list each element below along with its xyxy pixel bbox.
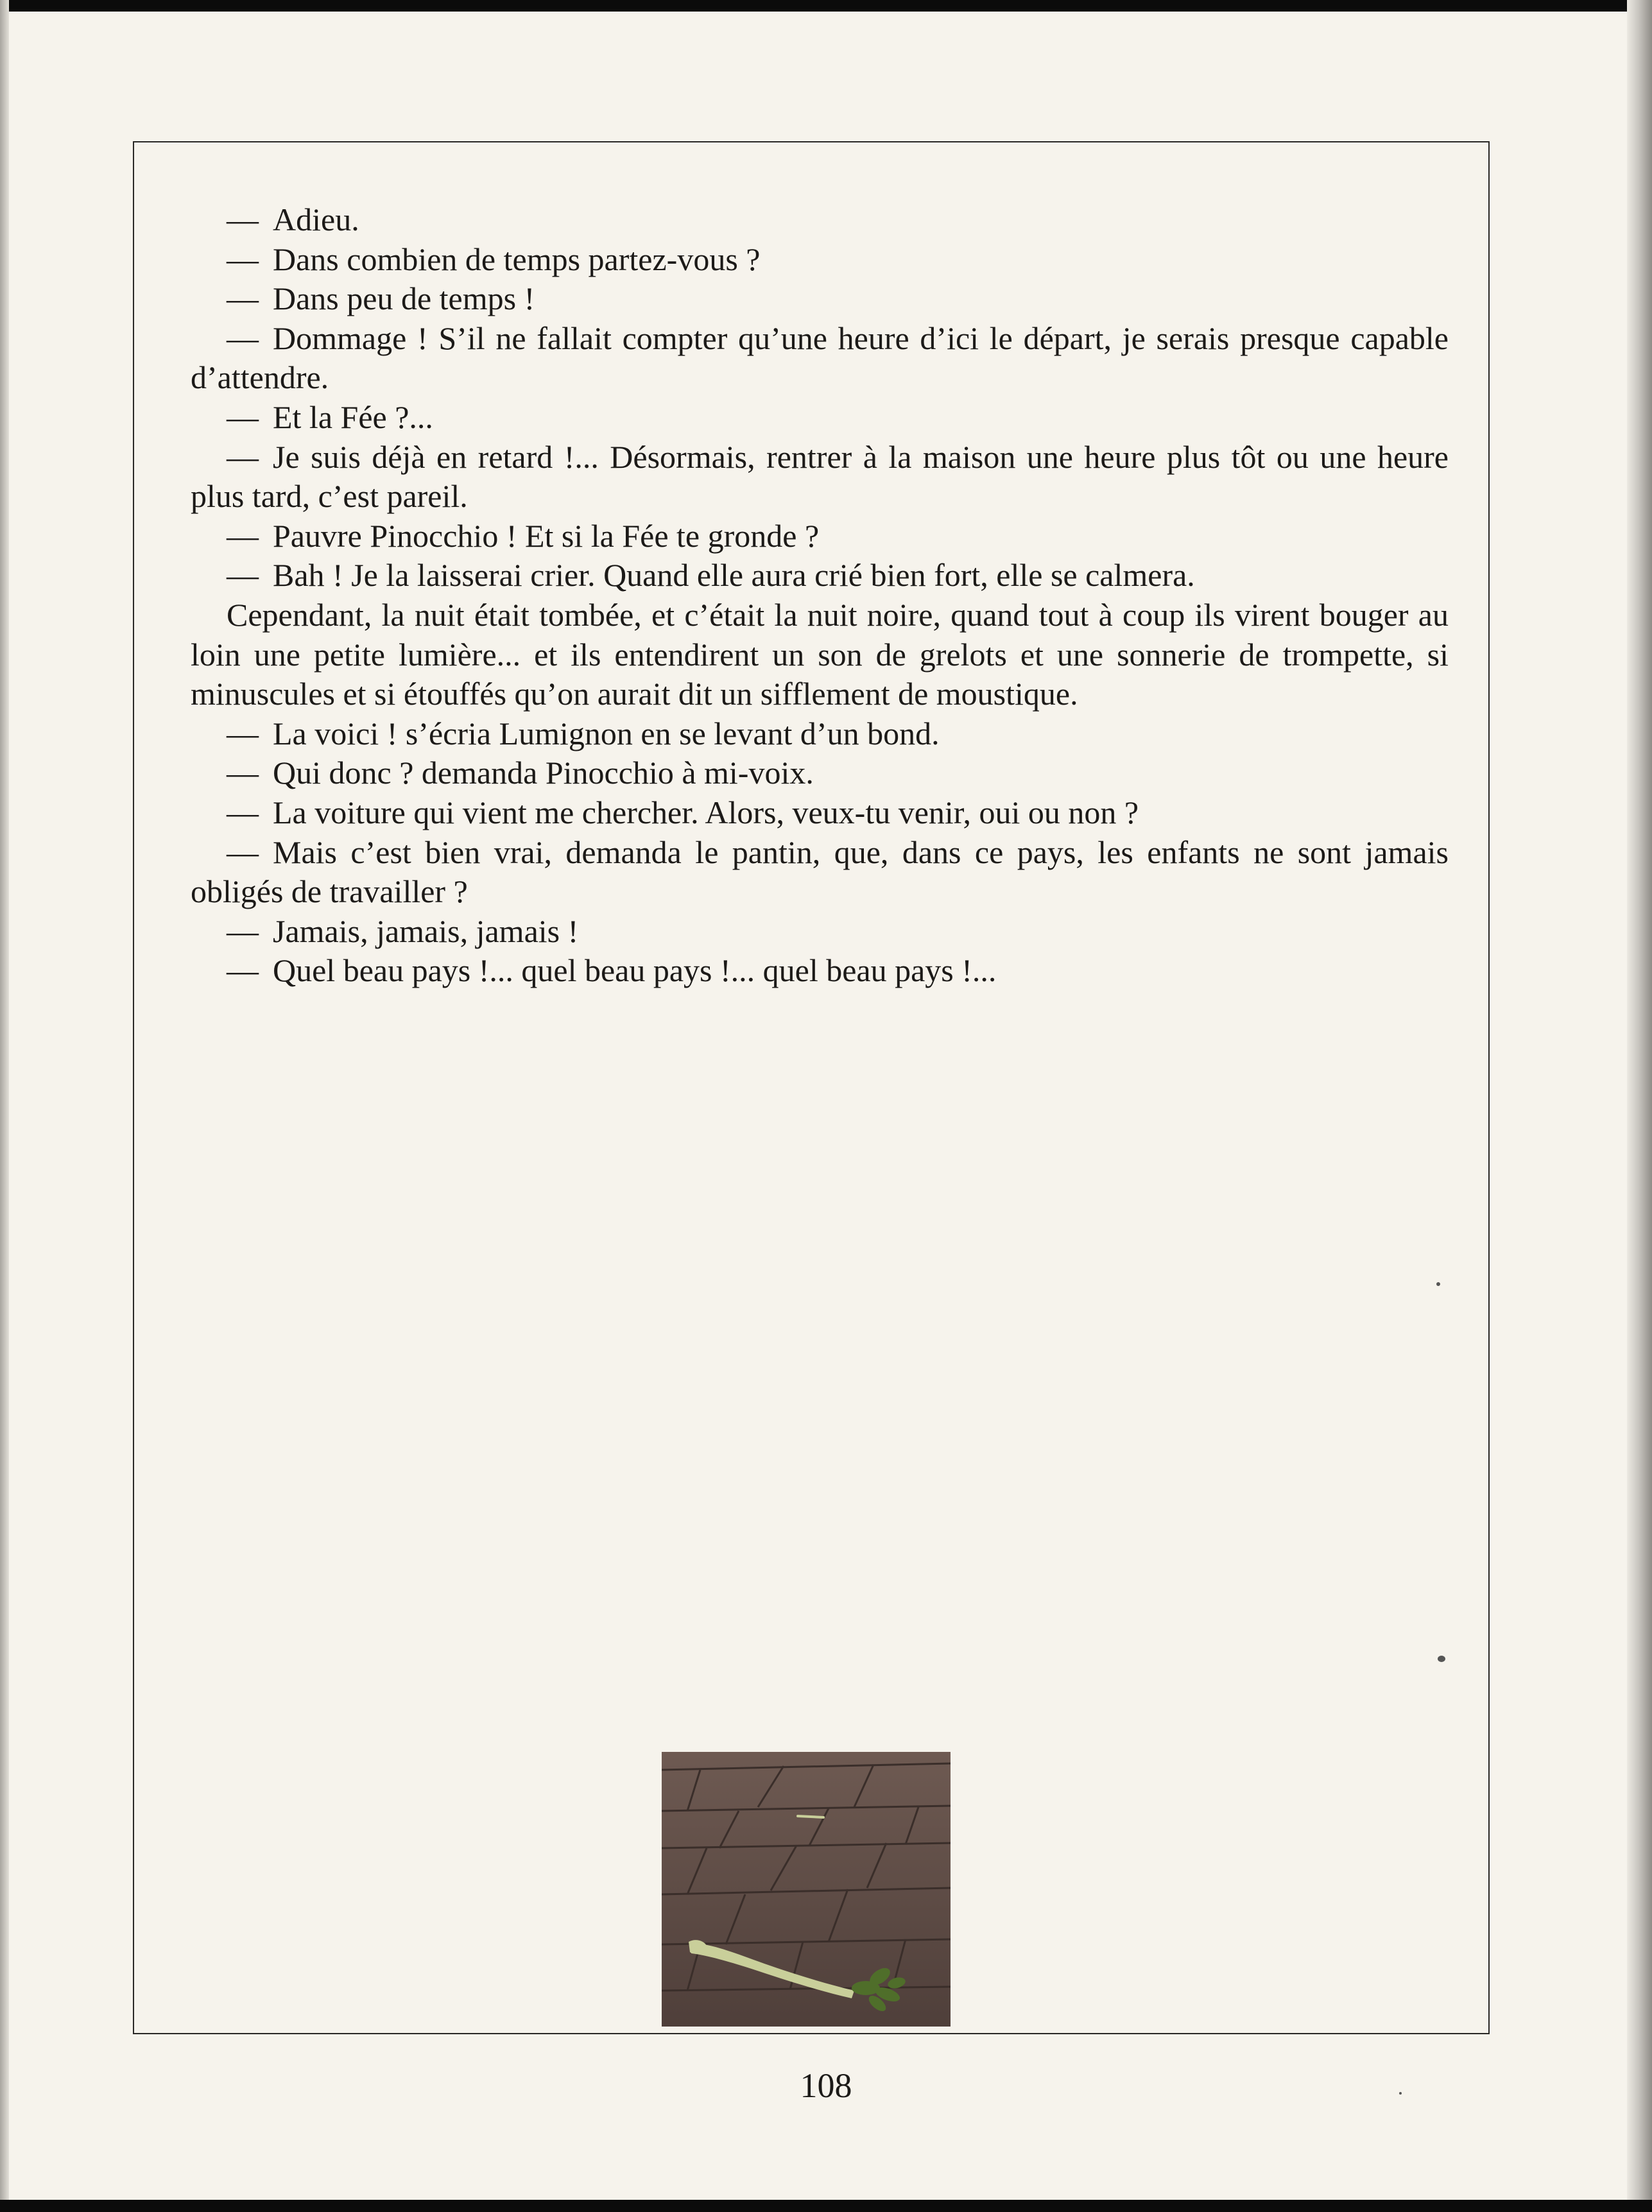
paragraph-text: La voiture qui vient me chercher. Alors, veux-tu venir, oui ou non ? xyxy=(273,794,1139,830)
paragraph xyxy=(191,793,1449,833)
dialogue-dash: — xyxy=(227,438,259,475)
dialogue-dash: — xyxy=(227,320,259,356)
dialogue-dash: — xyxy=(227,280,259,317)
paragraph-text: Cependant, la nuit était tombée, et c’était la nuit noire, quand tout à coup ils virent bouger au loin une petite lumière... et ils entendirent un son de grelots et une sonnerie de trompette, si minuscules et si étouffés qu’on aurait dit un sifflement de moustique. xyxy=(191,596,1449,712)
paragraph-text: Mais c’est bien vrai, demanda le pantin, que, dans ce pays, les enfants ne sont jamais obligés de travailler ? xyxy=(191,834,1449,910)
dialogue-dash: — xyxy=(227,952,259,989)
paragraph-text: Qui donc ? demanda Pinocchio à mi-voix. xyxy=(273,755,814,791)
paragraph xyxy=(191,753,1449,793)
page-gutter-shadow xyxy=(1627,0,1652,2212)
dialogue-dash: — xyxy=(227,715,259,751)
paragraph-text: Je suis déjà en retard !... Désormais, rentrer à la maison une heure plus tôt ou une heure plus tard, c’est pareil. xyxy=(191,438,1449,515)
celery-on-cobblestones-icon xyxy=(662,1752,951,2027)
dialogue-dash: — xyxy=(227,834,259,870)
dialogue-dash: — xyxy=(227,399,259,435)
print-speck xyxy=(1436,1282,1440,1286)
paragraph-text: Dans peu de temps ! xyxy=(273,280,535,317)
paragraph-text: Adieu. xyxy=(273,201,359,237)
scan-left-edge xyxy=(0,0,9,2212)
paragraph xyxy=(191,200,1449,240)
paragraph-text: Et la Fée ?... xyxy=(273,399,433,435)
paragraph xyxy=(191,398,1449,438)
paragraph xyxy=(191,951,1449,991)
dialogue-dash: — xyxy=(227,241,259,277)
dialogue-dash: — xyxy=(227,794,259,830)
paragraph-text: Jamais, jamais, jamais ! xyxy=(273,913,579,949)
print-speck xyxy=(1438,1656,1445,1662)
dialogue-dash: — xyxy=(227,201,259,237)
paragraph xyxy=(191,714,1449,754)
paragraph xyxy=(191,833,1449,912)
paragraph xyxy=(191,319,1449,398)
narrative-paragraph xyxy=(191,596,1449,714)
paragraph xyxy=(191,556,1449,596)
page-number: 108 xyxy=(800,2066,852,2105)
page-text xyxy=(191,200,1449,991)
scan-bottom-edge xyxy=(0,2200,1652,2212)
paragraph-text: Bah ! Je la laisserai crier. Quand elle aura crié bien fort, elle se calmera. xyxy=(273,557,1195,594)
print-speck xyxy=(1399,2092,1402,2095)
paragraph xyxy=(191,240,1449,280)
dialogue-dash: — xyxy=(227,755,259,791)
paragraph-text: Dommage ! S’il ne fallait compter qu’une heure d’ici le départ, je serais presque capable d’attendre. xyxy=(191,320,1449,396)
paragraph-text: Pauvre Pinocchio ! Et si la Fée te gronde ? xyxy=(273,517,820,554)
paragraph-text: La voici ! s’écria Lumignon en se levant d’un bond. xyxy=(273,715,940,751)
dialogue-dash: — xyxy=(227,517,259,554)
paragraph xyxy=(191,279,1449,319)
scan-top-edge xyxy=(0,0,1652,12)
paragraph xyxy=(191,912,1449,952)
dialogue-dash: — xyxy=(227,913,259,949)
dialogue-dash: — xyxy=(227,557,259,594)
paragraph xyxy=(191,438,1449,517)
celery-illustration xyxy=(662,1752,951,2027)
paragraph-text: Dans combien de temps partez-vous ? xyxy=(273,241,761,277)
paragraph xyxy=(191,517,1449,556)
small-twig xyxy=(798,1816,823,1817)
paragraph-text: Quel beau pays !... quel beau pays !... quel beau pays !... xyxy=(273,952,997,989)
